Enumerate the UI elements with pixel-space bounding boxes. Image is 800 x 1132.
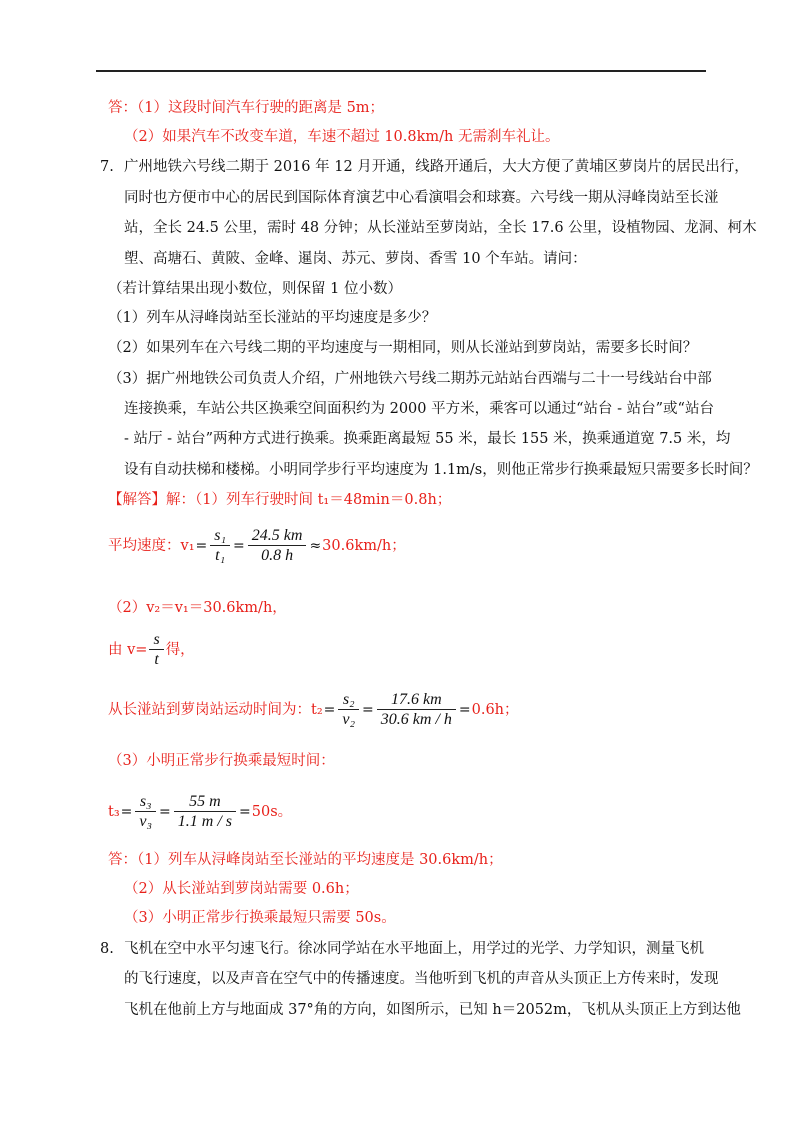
frac-den: 1.1 m / s	[177, 813, 233, 830]
time2-equation: 从长湴站到萝岗站运动时间为：t₂ = $\frac{\text{s₂}}{\text{v₂}}$ = $\frac{17.6 km}{30.6 km / h}$ = 0.6h；	[108, 691, 519, 728]
answer7-line1: 答：（1）列车从浔峰岗站至长湴站的平均速度是 30.6km/h；	[108, 852, 503, 868]
answer6-line2: （2）如果汽车不改变车道，车速不超过 10.8km/h 无需刹车礼让。	[124, 129, 560, 145]
speed-formula-tail: 得，	[165, 641, 195, 658]
q7-sub3-line3: - 站厅 - 站台”两种方式进行换乘。换乘距离最短 55 米，最长 155 米，换乘通道宽 7.5 米，均	[124, 431, 731, 447]
time3-equation: t₃ = $\frac{\text{s₃}}{\text{v₃}}$ = $\frac{55 m}{1.1 m / s}$ = 50s。	[108, 793, 293, 830]
frac-den: v₂	[342, 711, 356, 728]
q7-sub3-line2: 连接换乘，车站公共区换乘空间面积约为 2000 平方米，乘客可以通过“站台 - 站台”或“站台	[124, 401, 714, 417]
speed-formula-label: 由 v=	[108, 641, 148, 658]
frac-den: t₁	[215, 547, 226, 564]
fraction-s3-v3	[135, 792, 156, 831]
frac-den: 30.6 km / h	[380, 711, 452, 728]
time2-label: 从长湴站到萝岗站运动时间为：t₂	[108, 701, 323, 718]
avg-speed-result: 30.6km/h；	[322, 537, 406, 554]
q7-para-line1: 广州地铁六号线二期于 2016 年 12 月开通，线路开通后，大大方便了黄埔区萝岗片的居民出行，	[124, 159, 749, 175]
q7-sub3-line1: （3）据广州地铁公司负责人介绍，广州地铁六号线二期苏元站站台西端与二十一号线站台中部	[108, 371, 712, 387]
frac-den: t	[154, 651, 159, 668]
fraction-17-6km-30-6kmh	[377, 690, 456, 729]
frac-num: s₁	[210, 526, 230, 546]
time2-result: 0.6h；	[471, 701, 519, 718]
q7-sub2: （2）如果列车在六号线二期的平均速度与一期相同，则从长湴站到萝岗站，需要多长时间？	[108, 340, 698, 356]
frac-den: v₃	[139, 813, 153, 830]
answer7-line2: （2）从长湴站到萝岗站需要 0.6h；	[124, 881, 359, 897]
solution-step2: （2）v₂＝v₁＝30.6km/h，	[108, 600, 287, 616]
frac-den: 0.8 h	[261, 547, 294, 564]
header-rule	[96, 70, 706, 72]
fraction-24-5km-0-8h	[248, 526, 307, 565]
frac-num: s₃	[135, 792, 156, 812]
fraction-s1-t1	[210, 526, 230, 565]
solution-step3: （3）小明正常步行换乘最短时间：	[108, 753, 335, 769]
q8-para-line2: 的飞行速度，以及声音在空气中的传播速度。当他听到飞机的声音从头顶正上方传来时，发现	[124, 971, 719, 987]
solution-step1: 解：（1）列车行驶时间 t₁＝48min＝0.8h；	[166, 492, 452, 508]
time3-result: 50s。	[251, 803, 293, 820]
q7-para-line2: 同时也方便市中心的居民到国际体育演艺中心看演唱会和球赛。六号线一期从浔峰岗站至长湴	[124, 190, 719, 206]
answer7-line3: （3）小明正常步行换乘最短只需要 50s。	[124, 910, 396, 926]
time3-label: t₃	[108, 803, 120, 820]
q7-para-line4: 塱、高塘石、黄陂、金峰、暹岗、苏元、萝岗、香雪 10 个车站。请问：	[124, 251, 587, 267]
q8-para-line3: 飞机在他前上方与地面成 37°角的方向，如图所示，已知 h＝2052m，飞机从头顶正上方到达他	[124, 1002, 741, 1018]
q7-sub1: （1）列车从浔峰岗站至长湴站的平均速度是多少？	[108, 310, 437, 326]
q8-para-line1: 飞机在空中水平匀速飞行。徐冰同学站在水平地面上，用学过的光学、力学知识，测量飞机	[124, 941, 704, 957]
speed-formula	[108, 630, 195, 669]
frac-num: s₂	[338, 690, 359, 710]
fraction-55m-1-1ms	[174, 792, 236, 831]
avg-speed-label: 平均速度：v₁	[108, 537, 195, 554]
frac-num: 24.5 km	[248, 526, 307, 546]
q8-number: 8.	[100, 941, 114, 957]
frac-num: s	[149, 630, 163, 650]
q7-note: （若计算结果出现小数位，则保留 1 位小数）	[108, 281, 402, 297]
fraction-s2-v2	[338, 690, 359, 729]
q7-para-line3: 站，全长 24.5 公里，需时 48 分钟；从长湴站至萝岗站，全长 17.6 公里，设植物园、龙洞、柯木	[124, 220, 757, 236]
solution-line1	[108, 490, 451, 510]
q7-number: 7.	[100, 159, 114, 175]
solution-tag: 【解答】	[108, 492, 166, 508]
avg-speed-equation: 平均速度：v₁ = $\frac{\text{s₁}}{\text{t₁}}$ = $\frac{24.5 km}{0.8 h}$ ≈ 30.6km/h；	[108, 527, 406, 564]
frac-num: 17.6 km	[377, 690, 456, 710]
q7-sub3-line4: 设有自动扶梯和楼梯。小明同学步行平均速度为 1.1m/s，则他正常步行换乘最短只需要多长时间？	[124, 462, 758, 478]
answer6-line1: 答：（1）这段时间汽车行驶的距离是 5m；	[108, 100, 385, 116]
fraction-s-t	[149, 630, 163, 669]
frac-num: 55 m	[174, 792, 236, 812]
